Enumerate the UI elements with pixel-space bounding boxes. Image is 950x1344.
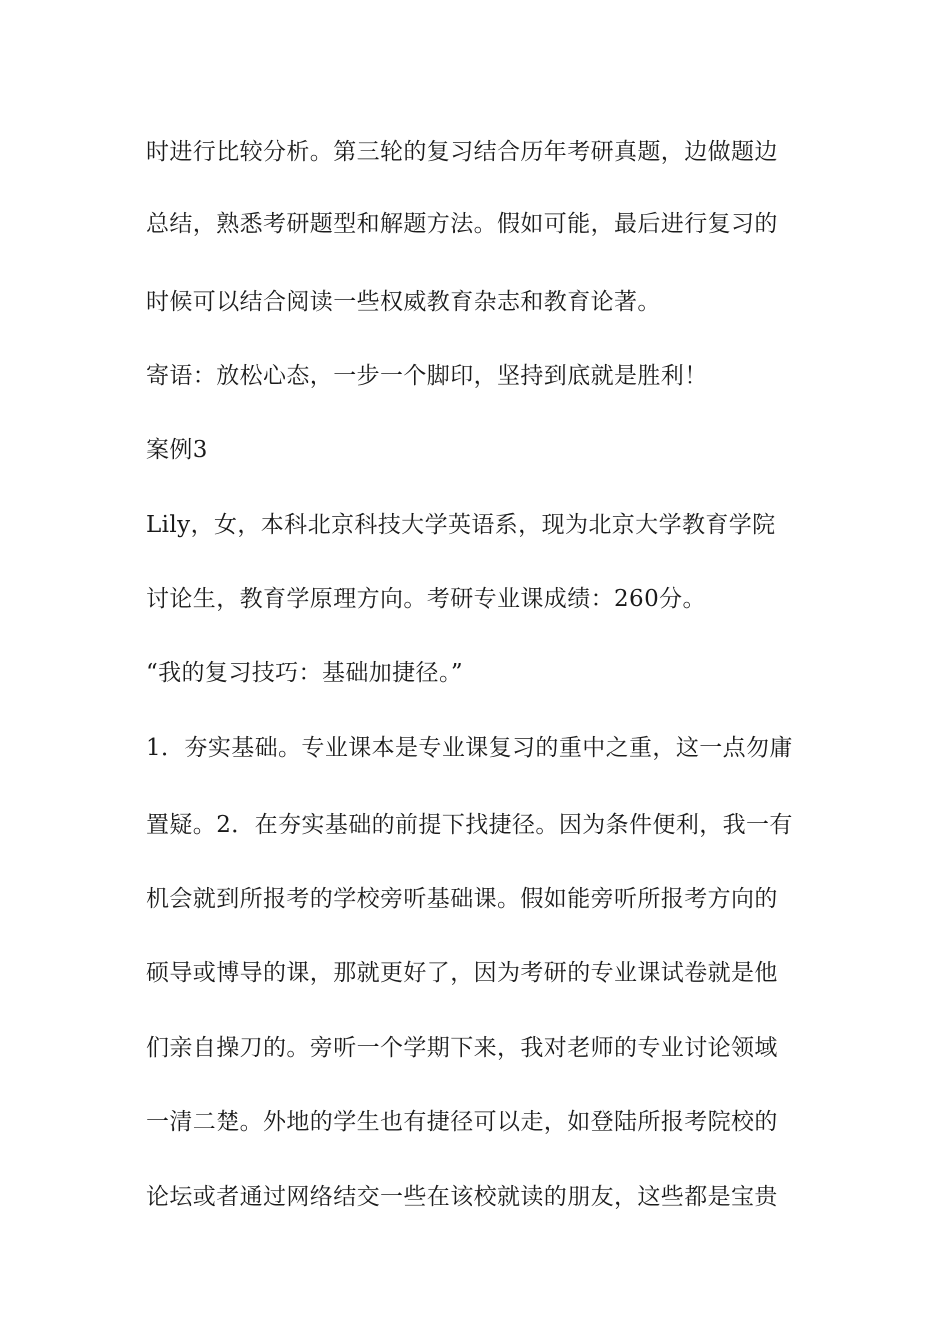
section-heading: 案例3 <box>146 437 208 463</box>
quote-line: “我的复习技巧：基础加捷径。” <box>146 660 464 686</box>
text-line: 置疑。2．在夯实基础的前提下找捷径。因为条件便利，我一有 <box>146 812 793 838</box>
text-line: 讨论生，教育学原理方向。考研专业课成绩：260分。 <box>146 586 706 612</box>
text-line: 一清二楚。外地的学生也有捷径可以走，如登陆所报考院校的 <box>146 1109 778 1135</box>
text-line: 1．夯实基础。专业课本是专业课复习的重中之重，这一点勿庸 <box>146 735 793 761</box>
text-line: 总结，熟悉考研题型和解题方法。假如可能，最后进行复习的 <box>146 211 778 237</box>
text-line: 论坛或者通过网络结交一些在该校就读的朋友，这些都是宝贵 <box>146 1184 778 1210</box>
text-line: Lily，女，本科北京科技大学英语系，现为北京大学教育学院 <box>146 512 776 538</box>
text-line: 们亲自操刀的。旁听一个学期下来，我对老师的专业讨论领域 <box>146 1035 778 1061</box>
text-line: 机会就到所报考的学校旁听基础课。假如能旁听所报考方向的 <box>146 886 778 912</box>
text-line: 时进行比较分析。第三轮的复习结合历年考研真题，边做题边 <box>146 139 778 165</box>
text-line: 时候可以结合阅读一些权威教育杂志和教育论著。 <box>146 289 661 315</box>
text-line: 寄语：放松心态，一步一个脚印，坚持到底就是胜利！ <box>146 363 708 389</box>
text-line: 硕导或博导的课，那就更好了，因为考研的专业课试卷就是他 <box>146 960 778 986</box>
